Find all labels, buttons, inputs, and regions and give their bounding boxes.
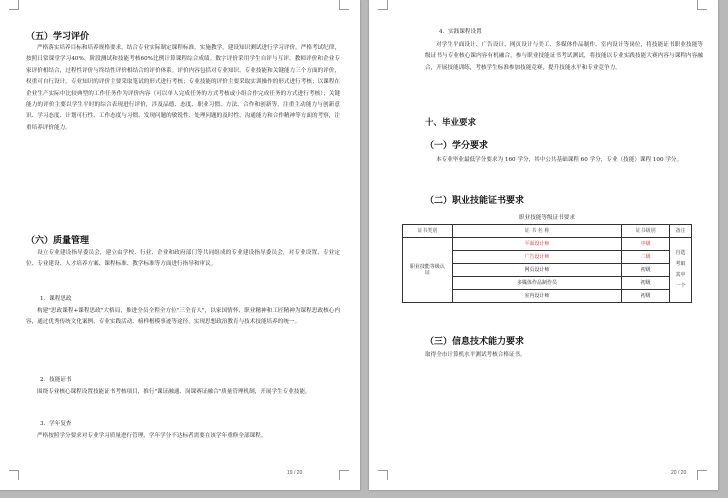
table-header-row <box>403 225 692 238</box>
column-header: 证 书 名 称 <box>452 225 621 238</box>
crop-mark <box>697 0 707 10</box>
evaluation-paragraph: 严格落实培养目标和培养规格要求，结合专业实际制定课程标准，实施教学，建设知识测试进行学习评价。严格考试纪律，按照日常课堂学习40%、阶段测试和技能考核60%比例计算课程综合成绩。数字评价采用学生自评与互评、教师评价和企业专家评价相结合，过程性评价与终结性评价相结合的评价体系。评价内容包括对专业知识、专业技能和关键能力三个方面的评价，权重可自行设计。专业知识的评价主要采取笔试的形式进行考核；专业技能的评价主要采取实训操作的形式进行考核；以课程在企业生产实际中比较典型的工作任务作为评价内容（可以单人完成任务的方式考核或小组合作完成任务的方式进行考核）；关键能力的评价主要以学生平时的综合表现进行评价，涉及品德、态度、职业习惯、方法、合作和创新等，注重主动能力与创新意识、学习态度、计划可行性、工作态度与习惯、发现问题的敏锐性、处理问题的及时性、沟通能力和合作精神等方面的考察，注重培养评价能力。 <box>26 45 340 131</box>
certificate-level-cell: 中级 <box>622 238 670 251</box>
category-cell: 职业技能等级认证 <box>403 238 453 303</box>
table-caption: 职业技能等级证书要求 <box>519 215 575 221</box>
certificate-level-cell: 初级 <box>622 264 670 277</box>
certificate-level-cell: 初级 <box>622 290 670 303</box>
item-title-certificate: 2．技能证书 <box>40 377 72 383</box>
table-row <box>403 238 692 251</box>
item-body-certificate: 围绕专业核心课程设置技能证书考核项目，推行"课证融通、岗课赛证融合"质量管理机制，开展学生专业技能。 <box>37 389 311 395</box>
item-body-ideology: 构建"思政课程+课程思政"大格局，推进全员全程全方位"三全育人"，以家国情怀、职业精神和工匠精神为课程思政核心内容，通过优秀传统文化案例、专业实践活动、榜样楷模事迹等途径，实现思想政治教育与技术技能培养的统一。 <box>26 308 340 326</box>
page-number: 19 / 20 <box>287 470 303 476</box>
certificate-name-cell: 多媒体作品制作员 <box>452 277 621 290</box>
note-cell: 自选考取其中一个 <box>670 238 692 303</box>
certificate-level-cell: 二级 <box>622 251 670 264</box>
certificate-table <box>402 224 692 303</box>
section-heading-certificates: （二）职业技能证书要求 <box>425 196 525 206</box>
section-heading-it-skills: （三）信息技术能力要求 <box>425 337 525 347</box>
crop-mark <box>697 470 707 480</box>
section-heading-credits: （一）学分要求 <box>425 141 489 151</box>
certificate-name-cell: 平面设计师 <box>452 238 621 251</box>
item-title-practice: 4．实践课程设置 <box>439 29 482 35</box>
item-title-review: 3．学年复查 <box>40 421 72 427</box>
item-body-practice: 对学生平面设计、广告设计、网页设计与美工、多媒体作品制作、室内设计等岗位，将技能证书职业技能等级证书与专业核心课内容有机融合，参与职业技能证书考试测试，将技能以专业实践技能大赛内容与课程内容融合，开展技能训练，考核学生标准参加技能竞赛，提升技能水平和专业竞争力。 <box>425 42 703 71</box>
page-20 <box>369 0 718 490</box>
crop-mark <box>378 0 388 10</box>
column-header: 备注 <box>670 225 692 238</box>
page-number: 20 / 20 <box>671 470 687 476</box>
certificate-level-cell: 初级 <box>622 277 670 290</box>
crop-mark <box>339 470 349 480</box>
section-heading-quality: （六）质量管理 <box>26 236 90 246</box>
credits-paragraph: 本专业毕业最低学分要求为 160 学分，其中公共基础课程 60 学分，专业（技能）课程 100 学分。 <box>436 157 683 163</box>
crop-mark <box>339 0 349 10</box>
column-header: 证书级别 <box>622 225 670 238</box>
section-heading-evaluation: （五）学习评价 <box>26 32 90 42</box>
item-body-review: 严格按照学分要求对专业学习质量进行管理，学年学分不达标者需要在该学年重修全部课程。 <box>37 433 267 439</box>
crop-mark <box>378 470 388 480</box>
column-header: 证书类别 <box>403 225 453 238</box>
quality-paragraph: 设立专业建设指导委员会，建立由学校、行业、企业和政府部门等共同组成的专业建设指导委员会，对专业设置、专业定位、专业建设、人才培养方案、课程标准、教学标准等方面进行指导和审议。 <box>26 250 340 268</box>
it-skills-paragraph: 取得全市计算机水平测试考核合格证书。 <box>425 352 526 358</box>
certificate-name-cell: 广告设计师 <box>452 251 621 264</box>
page-19 <box>0 0 360 490</box>
crop-mark <box>9 0 19 10</box>
section-heading-graduation: 十、毕业要求 <box>425 118 477 128</box>
crop-mark <box>9 470 19 480</box>
certificate-name-cell: 网页设计师 <box>452 264 621 277</box>
certificate-name-cell: 室内设计师 <box>452 290 621 303</box>
item-title-ideology: 1．课程思政 <box>40 296 72 302</box>
